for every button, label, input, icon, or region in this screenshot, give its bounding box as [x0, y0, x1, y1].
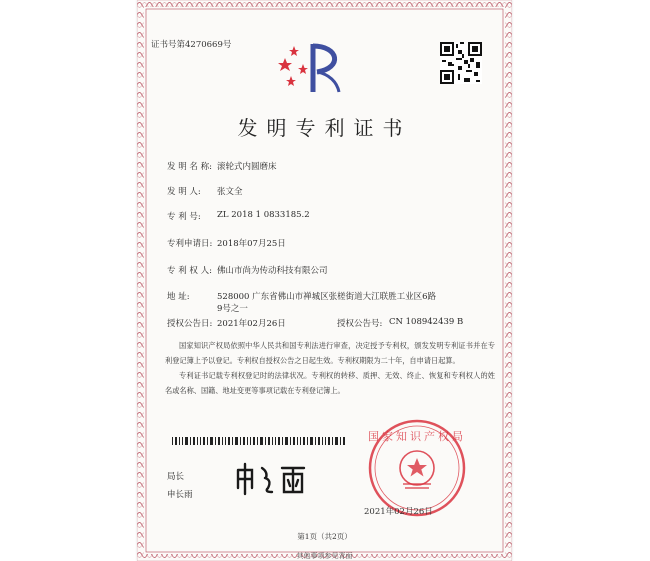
seal-text-ring [367, 418, 467, 518]
back-note: 其他事项参见背面 [296, 552, 353, 560]
qr-code-icon [440, 42, 482, 84]
field-label: 发 明 人: [167, 187, 201, 197]
grant-number-value: CN 108942439 B [389, 317, 464, 327]
page-number: 第1页（共2页） [297, 532, 352, 541]
field-label: 发 明 名 称: [167, 162, 212, 172]
director-title: 局长 [167, 472, 185, 482]
field-value: 佛山市尚为传动科技有限公司 [217, 266, 328, 276]
field-value: 张文全 [217, 187, 243, 197]
grant-date-label: 授权公告日: [167, 319, 213, 329]
field-value: 滚轮式内圆磨床 [217, 162, 277, 172]
field-label: 地 址: [167, 292, 190, 302]
field-label: 专 利 权 人: [167, 266, 212, 276]
cnipa-logo-icon [277, 38, 357, 94]
certificate-title: 发明专利证书 [237, 116, 412, 140]
seal-text: 国家知识产权局 [368, 430, 466, 443]
seal-date: 2021年02月26日 [364, 507, 433, 517]
signature-icon [232, 458, 322, 498]
field-value-cont: 9号之一 [217, 304, 248, 314]
patent-certificate [137, 0, 512, 561]
legal-notice: 专利证书记载专利权登记时的法律状况。专利权的转移、质押、无效、终止、恢复和专利权人的姓名或名称、国籍、地址变更等事项记载在专利登记簿上。 [165, 371, 495, 395]
barcode-icon [172, 437, 347, 445]
grant-number-label: 授权公告号: [337, 319, 383, 329]
grant-date-value: 2021年02月26日 [217, 319, 286, 329]
fields-block [137, 160, 512, 300]
field-value: ZL 2018 1 0833185.2 [217, 210, 310, 220]
field-value: 528000 广东省佛山市禅城区张槎街道大江联胜工业区6路 [217, 292, 437, 302]
director-name: 申长雨 [167, 490, 193, 500]
field-label: 专利申请日: [167, 239, 213, 249]
grant-statement: 国家知识产权局依照中华人民共和国专利法进行审查，决定授予专利权，颁发发明专利证书并在专利登记簿上予以登记。专利权自授权公告之日起生效。专利权期限为二十年，自申请日起算。 [165, 341, 495, 365]
field-label: 专 利 号: [167, 212, 201, 222]
certificate-number: 证书号第4270669号 [151, 40, 232, 50]
field-value: 2018年07月25日 [217, 239, 286, 249]
